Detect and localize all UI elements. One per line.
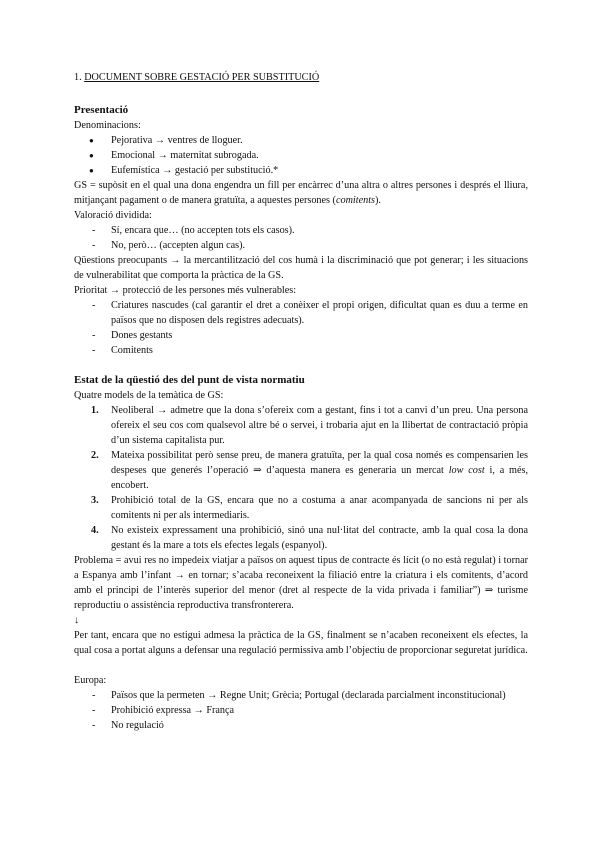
- list-item: - Criatures nascudes (cal garantir el dret a conèixer el propi origen, dificultat quan es duu a terme en països que no disposen dels registres adecuats).: [74, 298, 528, 328]
- europa-label: Europa:: [74, 675, 107, 686]
- list-item: 2. Mateixa possibilitat però sense preu, de manera gratuïta, per la qual cosa només es compensarien les despeses que generés l’operació ⇒ d’aquesta manera es generaria un mercat low cost i, a més, encobert.: [91, 450, 528, 491]
- list-item: - No, però… (accepten algun cas).: [74, 238, 528, 253]
- vulnerables-list: [74, 298, 528, 358]
- heading-estat: Estat de la qüestió des del punt de vista normatiu: [74, 374, 305, 386]
- list-item: - No regulació: [74, 718, 528, 733]
- denominacions-label: Denominacions:: [74, 120, 141, 131]
- problema-paragraph: Problema = avui res no impedeix viatjar a països on aquest tipus de contracte és lícit (o no està regulat) i tornar a Espanya amb l’infant → en tornar; s’acaba reconeixent la filiació entre la criatura i els comitents, d’acord amb el principi de l’interès superior del menor (dret al respecte de la vida privada i familiar”) ⇒ turisme reproductiu o assistència reproductiva transfronterera.: [74, 555, 528, 611]
- document-page: [74, 70, 528, 733]
- list-item: 3. Prohibició total de la GS, encara que no a costuma a anar acompanyada de sancions ni per als comitents ni per als intermediaris.: [91, 495, 528, 521]
- list-item: - Dones gestants: [74, 328, 528, 343]
- questions-paragraph: Qüestions preocupants → la mercantilització del cos humà i la discriminació que pot generar; i les situacions de vulnerabilitat que comporta la pràctica de la GS.: [74, 255, 528, 281]
- list-item: - Països que la permeten → Regne Unit; Grècia; Portugal (declarada parcialment inconstitucional): [74, 688, 528, 703]
- list-item: ● Eufemística → gestació per substitució.*: [74, 163, 528, 178]
- europa-list: [74, 688, 528, 733]
- valoracio-label: Valoració dividida:: [74, 210, 152, 221]
- list-item: - Sí, encara que… (no accepten tots els casos).: [74, 223, 528, 238]
- list-item: ● Pejorativa → ventres de lloguer.: [74, 133, 528, 148]
- prioritat-paragraph: Prioritat → protecció de les persones més vulnerables:: [74, 285, 297, 296]
- gs-definition: GS = supòsit en el qual una dona engendra un fill per encàrrec d’una altra o altres persones i després el lliura, mitjançant pagament o de manera gratuïta, a aquestes persones (comitents).: [74, 180, 528, 206]
- list-item: 1. Neoliberal → admetre que la dona s’ofereix com a gestant, fins i tot a canvi d’un preu. Una persona ofereix el seu cos com qualsevol altre bé o servei, i trobaria ajut en la llibertat de contractació pròpia d’un sistema capitalista pur.: [91, 405, 528, 446]
- models-list: [74, 403, 528, 553]
- models-label: Quatre models de la temàtica de GS:: [74, 390, 224, 401]
- denominacions-list: [74, 133, 528, 178]
- heading-presentacio: Presentació: [74, 104, 129, 116]
- list-item: ● Emocional → maternitat subrogada.: [74, 148, 528, 163]
- document-title: [74, 70, 528, 85]
- per-tant-paragraph: Per tant, encara que no estigui admesa la pràctica de la GS, finalment se n’acaben reconeixent els efectes, la qual cosa a portat alguns a defensar una regulació permissiva amb l’objectiu de proporcionar seguretat jurídica.: [74, 630, 528, 656]
- down-arrow-icon: ↓: [74, 615, 80, 626]
- title-text: DOCUMENT SOBRE GESTACIÓ PER SUBSTITUCIÓ: [84, 72, 320, 83]
- list-item: 4. No existeix expressament una prohibició, sinó una nul·litat del contracte, amb la qual cosa la dona gestant és la mare a tots els efectes legals (espanyol).: [91, 525, 528, 551]
- list-item: - Prohibició expressa → França: [74, 703, 528, 718]
- list-item: - Comitents: [74, 343, 528, 358]
- valoracio-list: [74, 223, 528, 253]
- title-number: 1.: [74, 72, 82, 83]
